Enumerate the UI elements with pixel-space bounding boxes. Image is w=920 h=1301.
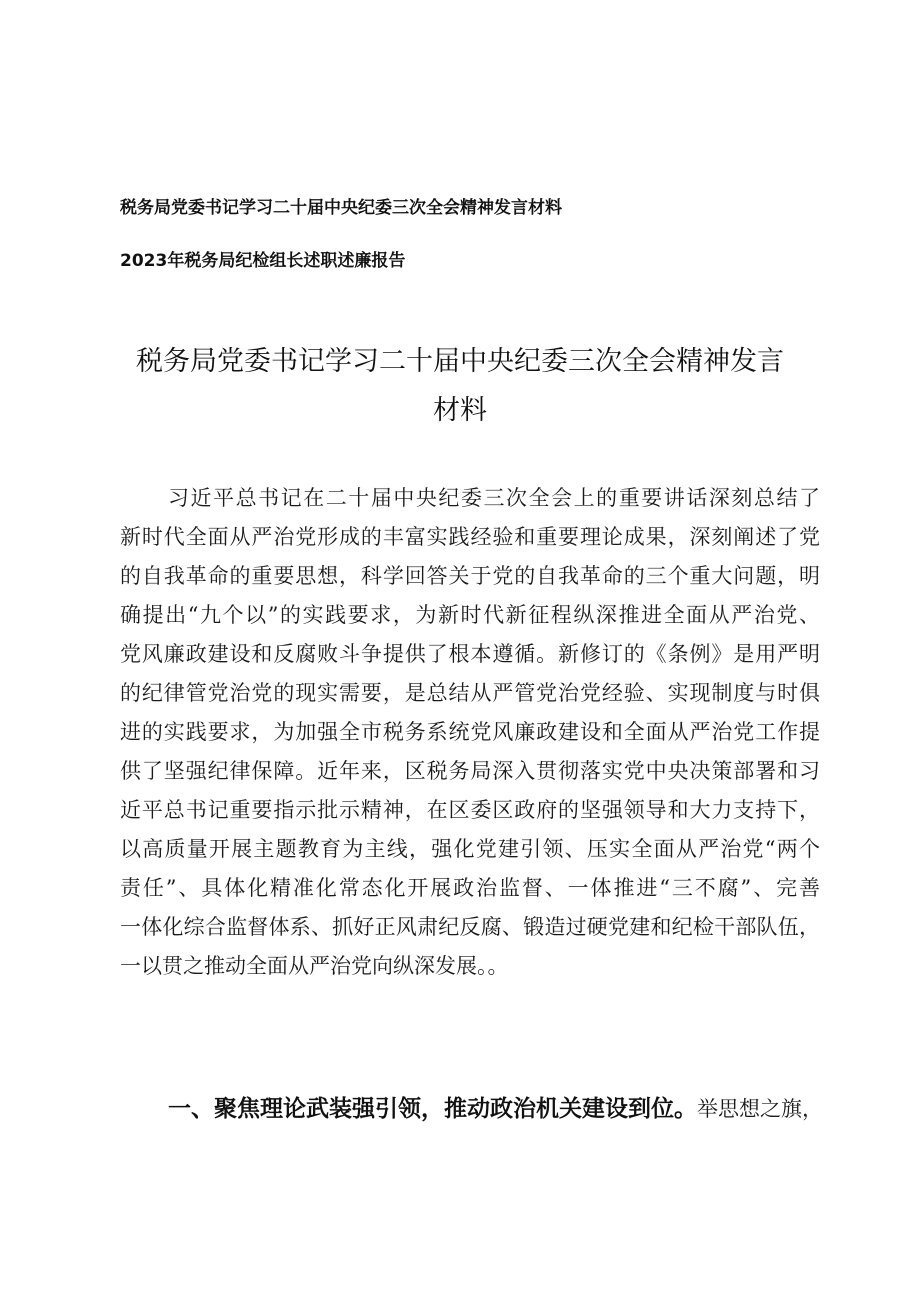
body-line: 新时代全面从严治党形成的丰富实践经验和重要理论成果，深刻阐述了党 [120, 525, 820, 549]
document-title [110, 337, 810, 435]
title-line-2: 材料 [433, 395, 487, 426]
body-line: 以高质量开展主题教育为主线，强化党建引领、压实全面从严治党“两个 [120, 837, 820, 861]
section-1-heading: 一、聚焦理论武装强引领，推动政治机关建设到位。 [168, 1096, 697, 1122]
body-line: 近平总书记重要指示批示精神，在区委区政府的坚强领导和大力支持下， [120, 798, 820, 822]
section-1 [168, 1090, 828, 1131]
toc-entry-2[interactable]: 2023年税务局纪检组长述职述廉报告 [120, 251, 406, 271]
body-paragraph [120, 479, 820, 986]
body-line: 责任”、具体化精准化常态化开展政治监督、一体推进“三不腐”、完善 [120, 876, 820, 900]
body-line: 供了坚强纪律保障。近年来，区税务局深入贯彻落实党中央决策部署和习 [120, 759, 820, 783]
section-1-text: 举思想之旗， [697, 1097, 823, 1121]
body-line: 的纪律管党治党的现实需要，是总结从严管党治党经验、实现制度与时俱 [120, 681, 820, 705]
body-line: 的自我革命的重要思想，科学回答关于党的自我革命的三个重大问题，明 [120, 564, 820, 588]
body-line: 习近平总书记在二十届中央纪委三次全会上的重要讲话深刻总结了 [168, 486, 820, 510]
body-line: 党风廉政建设和反腐败斗争提供了根本遵循。新修订的《条例》是用严明 [120, 642, 820, 666]
body-line: 一体化综合监督体系、抓好正风肃纪反腐、锻造过硬党建和纪检干部队伍， [120, 915, 820, 939]
toc-entry-1[interactable]: 税务局党委书记学习二十届中央纪委三次全会精神发言材料 [120, 198, 562, 218]
body-line: 确提出“九个以”的实践要求，为新时代新征程纵深推进全面从严治党、 [120, 603, 820, 627]
title-line-1: 税务局党委书记学习二十届中央纪委三次全会精神发言 [136, 346, 784, 377]
body-line: 进的实践要求，为加强全市税务系统党风廉政建设和全面从严治党工作提 [120, 720, 820, 744]
body-line: 一以贯之推动全面从严治党向纵深发展。。 [120, 954, 509, 978]
